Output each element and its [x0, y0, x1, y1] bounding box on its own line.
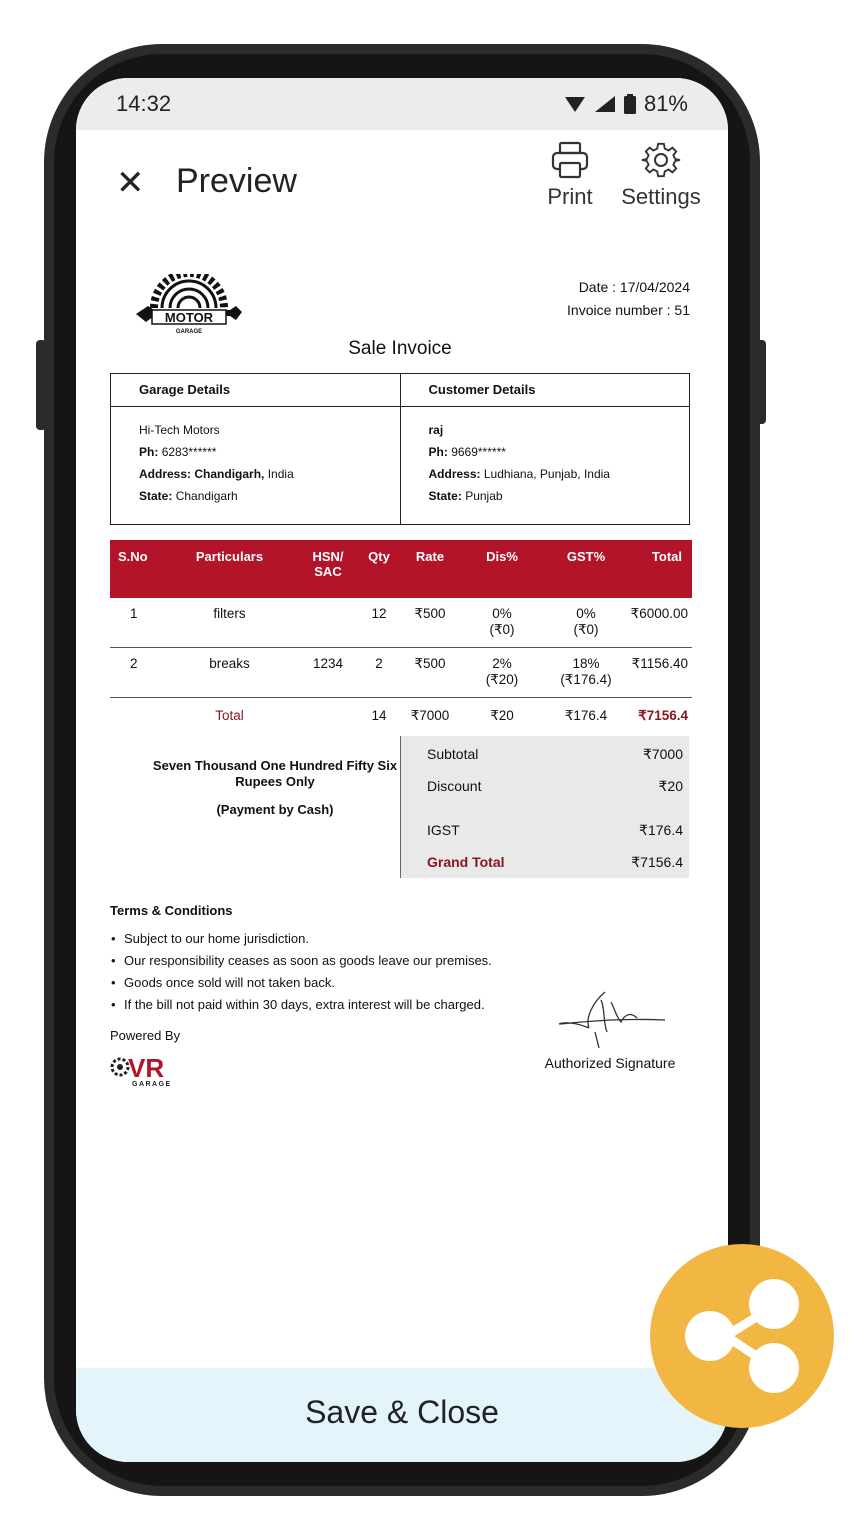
save-close-button[interactable] — [76, 1368, 728, 1462]
customer-phone: Ph: 9669****** — [428, 445, 506, 459]
col-rate: Rate — [400, 540, 460, 598]
customer-details-header: Customer Details — [401, 374, 690, 407]
invoice-title: Sale Invoice — [348, 338, 452, 359]
terms-item: • Goods once sold will not taken back. — [124, 972, 530, 994]
items-header-row — [110, 540, 692, 598]
garage-state: State: Chandigarh — [139, 489, 238, 503]
col-hsn: HSN/ SAC — [298, 540, 358, 598]
battery-icon — [624, 94, 636, 114]
share-button[interactable] — [650, 1244, 834, 1428]
terms-conditions — [110, 903, 530, 1016]
col-sno: S.No — [110, 540, 161, 598]
signature-image — [545, 988, 675, 1052]
motor-garage-logo — [134, 274, 244, 336]
amount-in-words — [130, 758, 420, 818]
col-particulars: Particulars — [161, 540, 298, 598]
print-label: Print — [547, 184, 593, 209]
col-dis: Dis% — [460, 540, 544, 598]
terms-item: • Subject to our home jurisdiction. — [124, 928, 530, 950]
status-icons — [564, 91, 688, 117]
amount-words-text: Seven Thousand One Hundred Fifty Six Rupees Only — [152, 758, 398, 789]
details-box — [110, 373, 690, 525]
vr-logo-text: VR — [128, 1053, 165, 1083]
status-time: 14:32 — [116, 91, 172, 116]
summary-grand-total: Grand Total ₹7156.4 — [427, 854, 683, 870]
invoice-meta — [567, 276, 690, 322]
summary-discount: Discount ₹20 — [427, 778, 683, 794]
settings-label: Settings — [621, 184, 701, 209]
powered-by: Powered By — [110, 1028, 181, 1043]
garage-name: Hi-Tech Motors — [139, 423, 220, 437]
status-bar — [76, 78, 728, 130]
customer-address: Address: Ludhiana, Punjab, India — [428, 467, 610, 481]
table-row: 2 breaks 1234 2 ₹500 2% (₹20) 18% (₹176.4) ₹1156.40 — [110, 648, 692, 698]
wifi-icon — [564, 95, 586, 113]
phone-side-button-right — [756, 340, 766, 424]
logo-subtext: GARAGE — [175, 329, 203, 335]
summary-subtotal: Subtotal ₹7000 — [427, 746, 683, 762]
col-total: Total — [628, 540, 692, 598]
customer-details — [400, 374, 690, 524]
col-qty: Qty — [358, 540, 400, 598]
garage-details — [111, 374, 400, 524]
signature-label: Authorized Signature — [544, 1055, 676, 1071]
logo-text: MOTOR — [164, 310, 214, 325]
summary-igst: IGST ₹176.4 — [427, 822, 683, 838]
invoice-date: Date : 17/04/2024 — [578, 279, 690, 295]
invoice-number: Invoice number : 51 — [567, 302, 690, 318]
printer-icon — [550, 140, 590, 180]
page-title: Preview — [176, 162, 297, 200]
vr-logo-subtext: GARAGE — [132, 1081, 172, 1087]
signal-icon — [594, 95, 616, 113]
terms-title: Terms & Conditions — [110, 903, 233, 918]
col-gst: GST% — [544, 540, 628, 598]
phone-side-button-left — [36, 340, 46, 430]
payment-mode: (Payment by Cash) — [216, 802, 334, 817]
share-icon — [650, 1244, 834, 1428]
garage-phone: Ph: 6283****** — [139, 445, 217, 459]
print-button[interactable] — [542, 140, 598, 210]
items-table — [110, 540, 692, 743]
settings-button[interactable] — [616, 140, 706, 210]
gear-icon — [641, 140, 681, 180]
terms-item: • If the bill not paid within 30 days, extra interest will be charged. — [124, 994, 530, 1016]
summary-box — [400, 736, 689, 878]
customer-name: raj — [428, 423, 444, 437]
vr-garage-logo — [110, 1053, 182, 1087]
signature-block — [530, 988, 690, 1071]
garage-address: Address: Chandigarh, India — [139, 467, 294, 481]
close-icon[interactable]: ✕ — [116, 164, 145, 202]
save-close-label: Save & Close — [305, 1394, 499, 1430]
screen — [76, 78, 728, 1462]
customer-state: State: Punjab — [428, 489, 503, 503]
totals-row: Total 14 ₹7000 ₹20 ₹176.4 ₹7156.4 — [215, 708, 688, 723]
battery-percent: 81% — [643, 91, 688, 116]
garage-details-header: Garage Details — [111, 374, 400, 407]
terms-item: • Our responsibility ceases as soon as goods leave our premises. — [124, 950, 530, 972]
table-row: 1 filters 12 ₹500 0% (₹0) 0% (₹0) ₹6000.00 — [110, 598, 692, 648]
